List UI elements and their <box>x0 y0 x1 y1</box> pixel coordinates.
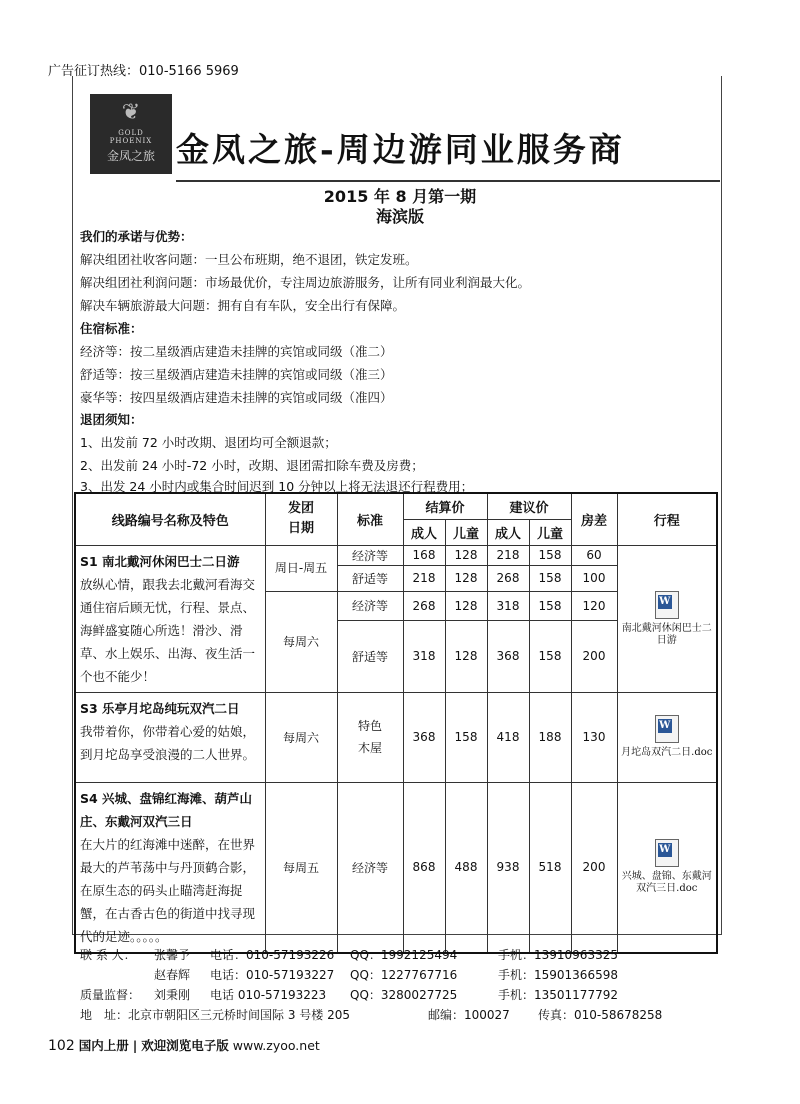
settle-child: 128 <box>445 565 487 591</box>
footer-browse-text: 欢迎浏览电子版 <box>141 1038 229 1053</box>
suggest-child: 188 <box>529 692 571 782</box>
page-footer <box>48 1036 320 1054</box>
room-diff: 200 <box>571 782 617 953</box>
settle-child: 158 <box>445 692 487 782</box>
settle-adult: 218 <box>403 565 445 591</box>
settle-adult: 268 <box>403 591 445 620</box>
logo-cn: 金凤之旅 <box>106 149 155 163</box>
settle-adult: 168 <box>403 545 445 565</box>
contact-qq: QQ：3280027725 <box>350 988 458 1002</box>
header-itinerary: 行程 <box>617 493 717 545</box>
standard-cell: 经济等 <box>337 782 403 953</box>
route-s4 <box>75 782 265 953</box>
settle-child: 128 <box>445 591 487 620</box>
itinerary-doc-link[interactable] <box>618 839 717 895</box>
refund-item: 2、出发前 24 小时-72 小时，改期、退团需扣除车费及房费； <box>80 458 424 473</box>
suggest-adult: 268 <box>487 565 529 591</box>
brand-divider <box>176 180 720 182</box>
settle-child: 128 <box>445 620 487 692</box>
departure-date: 每周五 <box>265 782 337 953</box>
header-suggest-price: 建议价 <box>487 493 571 519</box>
contact-mobile: 手机：15901366598 <box>498 968 618 982</box>
routes-table <box>74 492 718 954</box>
lodging-heading: 住宿标准： <box>80 321 143 336</box>
settle-adult: 368 <box>403 692 445 782</box>
page-number: 102 <box>48 1038 75 1054</box>
phoenix-icon: ❦ <box>121 100 141 125</box>
fax: 传真：010-58678258 <box>538 1008 663 1022</box>
table-row <box>75 782 717 953</box>
contact-mobile: 手机：13501177792 <box>498 988 618 1002</box>
lodging-item: 舒适等：按三星级酒店建造未挂牌的宾馆或同级（准三） <box>80 367 393 382</box>
standard-cell: 特色 木屋 <box>337 692 403 782</box>
room-diff: 60 <box>571 545 617 565</box>
itinerary-doc-link[interactable] <box>618 591 717 647</box>
suggest-adult: 368 <box>487 620 529 692</box>
refund-heading: 退团须知： <box>80 412 143 427</box>
promise-item: 解决组团社利润问题：市场最优价，专注周边旅游服务，让所有同业利润最大化。 <box>80 275 531 290</box>
contact-label: 质量监督： <box>80 988 141 1002</box>
suggest-child: 158 <box>529 545 571 565</box>
header-room-diff: 房差 <box>571 493 617 545</box>
room-diff: 130 <box>571 692 617 782</box>
header-route: 线路编号名称及特色 <box>75 493 265 545</box>
room-diff: 100 <box>571 565 617 591</box>
itinerary-cell <box>617 782 717 953</box>
lodging-item: 经济等：按二星级酒店建造未挂牌的宾馆或同级（准二） <box>80 344 393 359</box>
standard-cell: 经济等 <box>337 545 403 565</box>
route-title: S1 南北戴河休闲巴士二日游 <box>80 553 240 569</box>
contact-name: 刘秉刚 <box>154 988 191 1002</box>
brand-title: 金凤之旅-周边游同业服务商 <box>176 130 625 169</box>
header-settle-child: 儿童 <box>445 519 487 545</box>
ad-hotline: 广告征订热线：010-5166 5969 <box>48 64 239 79</box>
contact-tel: 电话：010-57193227 <box>210 968 335 982</box>
suggest-adult: 218 <box>487 545 529 565</box>
address: 地 址：北京市朝阳区三元桥时间国际 3 号楼 205 <box>80 1008 350 1022</box>
route-s1 <box>75 545 265 692</box>
itinerary-cell <box>617 545 717 692</box>
header-suggest-child: 儿童 <box>529 519 571 545</box>
suggest-adult: 418 <box>487 692 529 782</box>
suggest-adult: 938 <box>487 782 529 953</box>
header-settle-price: 结算价 <box>403 493 487 519</box>
contact-name: 赵春辉 <box>154 968 191 982</box>
issue-date: 2015 年 8 月第一期 <box>323 187 477 206</box>
header-standard: 标准 <box>337 493 403 545</box>
word-document-icon <box>655 591 679 619</box>
room-diff: 120 <box>571 591 617 620</box>
gold-phoenix-logo <box>90 94 172 174</box>
suggest-child: 158 <box>529 591 571 620</box>
route-s3 <box>75 692 265 782</box>
word-document-icon <box>655 715 679 743</box>
promise-item: 解决组团社收客问题：一旦公布班期，绝不退团，铁定发班。 <box>80 252 418 267</box>
header-settle-adult: 成人 <box>403 519 445 545</box>
zip-code: 邮编：100027 <box>428 1008 510 1022</box>
footer-separator: | <box>132 1038 138 1053</box>
suggest-adult: 318 <box>487 591 529 620</box>
suggest-child: 158 <box>529 565 571 591</box>
contact-mobile: 手机：13910963325 <box>498 948 618 962</box>
itinerary-doc-name: 月坨岛双汽二日.doc <box>621 747 713 758</box>
departure-date: 每周六 <box>265 692 337 782</box>
room-diff: 200 <box>571 620 617 692</box>
refund-item: 3、出发 24 小时内或集合时间迟到 10 分钟以上将无法退还行程费用； <box>80 479 474 494</box>
website-link[interactable]: www.zyoo.net <box>232 1038 320 1053</box>
settle-child: 488 <box>445 782 487 953</box>
header-date: 发团 日期 <box>265 493 337 545</box>
word-document-icon <box>655 839 679 867</box>
contact-qq: QQ：1992125494 <box>350 948 458 962</box>
departure-date: 周日-周五 <box>265 545 337 591</box>
settle-adult: 868 <box>403 782 445 953</box>
route-title: S4 兴城、盘锦红海滩、葫芦山庄、东戴河双汽三日 <box>80 790 253 829</box>
promise-item: 解决车辆旅游最大问题：拥有自有车队，安全出行有保障。 <box>80 298 406 313</box>
table-row <box>75 692 717 782</box>
table-row <box>75 545 717 565</box>
logo-en-phoenix: PHOENIX <box>109 137 153 145</box>
route-description: 我带着你，你带着心爱的姑娘，到月坨岛享受浪漫的二人世界。 <box>80 723 256 762</box>
suggest-child: 518 <box>529 782 571 953</box>
departure-date: 每周六 <box>265 591 337 692</box>
contact-tel: 电话 010-57193223 <box>210 988 327 1002</box>
standard-cell: 舒适等 <box>337 620 403 692</box>
itinerary-cell <box>617 692 717 782</box>
settle-adult: 318 <box>403 620 445 692</box>
route-description: 在大片的红海滩中迷醉，在世界最大的芦苇荡中与丹顶鹤合影，在原生态的码头止瞄湾赶海捉蟹，在古香古色的街道中找寻现代的足迹。。。。。 <box>80 836 256 944</box>
header-suggest-adult: 成人 <box>487 519 529 545</box>
contact-tel: 电话：010-57193226 <box>210 948 335 962</box>
standard-cell: 舒适等 <box>337 565 403 591</box>
itinerary-doc-name: 南北戴河休闲巴士二日游 <box>621 622 712 646</box>
contact-name: 张馨予 <box>154 948 191 962</box>
contact-qq: QQ：1227767716 <box>350 968 458 982</box>
route-description: 放纵心情，跟我去北戴河看海交通住宿后顾无忧，行程、景点、海鲜盛宴随心所选！滑沙、滑草、水上娱乐、出海、夜生活一个也不能少！ <box>80 576 256 684</box>
settle-child: 128 <box>445 545 487 565</box>
itinerary-doc-name: 兴城、盘锦、东戴河双汽三日.doc <box>621 871 712 894</box>
route-title: S3 乐亭月坨岛纯玩双汽二日 <box>80 700 240 716</box>
lodging-item: 豪华等：按四星级酒店建造未挂牌的宾馆或同级（准四） <box>80 390 393 405</box>
issue-edition: 海滨版 <box>375 207 424 226</box>
itinerary-doc-link[interactable] <box>618 715 717 759</box>
refund-item: 1、出发前 72 小时改期、退团均可全额退款； <box>80 435 337 450</box>
suggest-child: 158 <box>529 620 571 692</box>
logo-en-gold: GOLD <box>118 129 144 137</box>
promises-heading: 我们的承诺与优势： <box>80 229 193 244</box>
section-name: 国内上册 <box>78 1038 129 1053</box>
standard-cell: 经济等 <box>337 591 403 620</box>
contact-label: 联 系 人： <box>80 948 136 962</box>
